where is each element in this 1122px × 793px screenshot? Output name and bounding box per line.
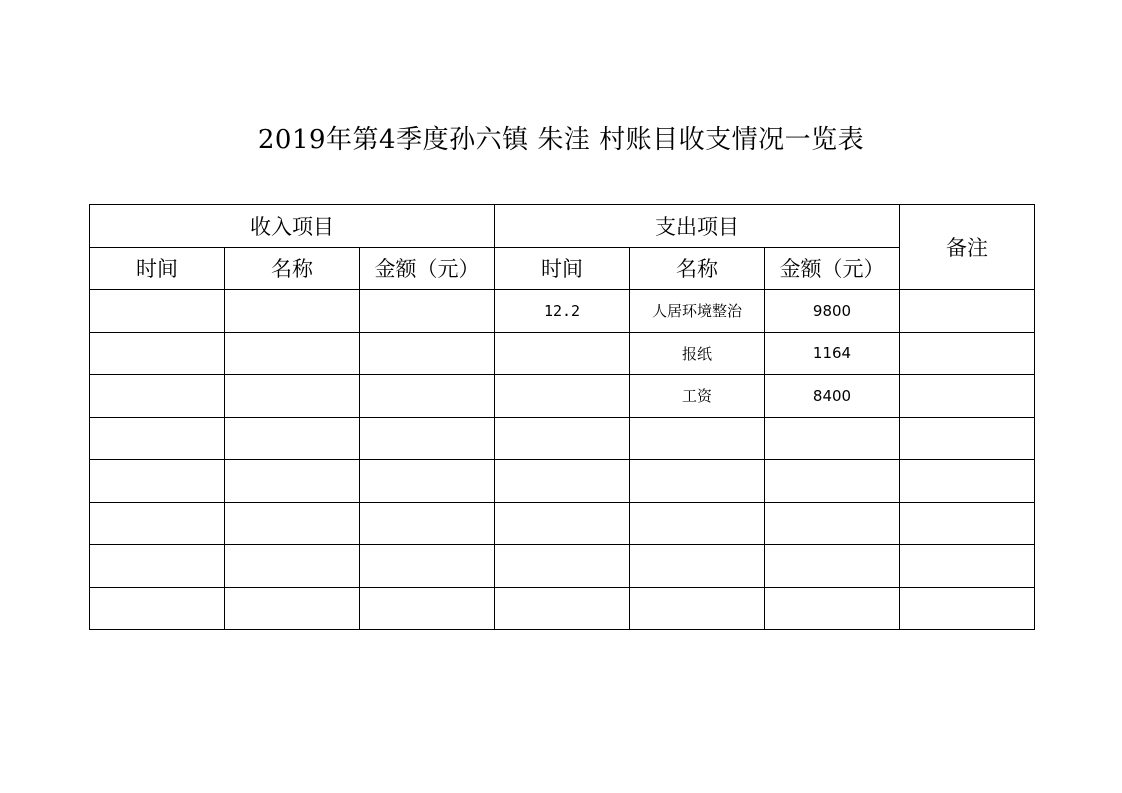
expense-time-cell <box>495 587 630 630</box>
table-row <box>90 375 1035 418</box>
income-name-cell <box>225 290 360 333</box>
document-title: 2019年第4季度孙六镇 朱洼 村账目收支情况一览表 <box>257 125 865 155</box>
income-name-header: 名称 <box>225 247 360 290</box>
remark-cell <box>900 332 1035 375</box>
table-row <box>90 460 1035 503</box>
expense-name-cell <box>630 587 765 630</box>
expense-name-cell <box>630 545 765 588</box>
expense-amount-cell <box>765 587 900 630</box>
expense-name-cell: 人居环境整治 <box>630 290 765 333</box>
expense-name-cell: 报纸 <box>630 332 765 375</box>
table-row <box>90 332 1035 375</box>
expense-amount-cell <box>765 417 900 460</box>
income-time-cell <box>90 332 225 375</box>
expense-amount-cell <box>765 460 900 503</box>
income-name-cell <box>225 587 360 630</box>
income-time-cell <box>90 417 225 460</box>
remark-cell <box>900 502 1035 545</box>
table-row <box>90 502 1035 545</box>
income-amount-cell <box>360 375 495 418</box>
remarks-header: 备注 <box>900 205 1035 290</box>
column-header-row <box>90 247 1035 290</box>
expense-amount-header: 金额（元） <box>765 247 900 290</box>
income-group-header: 收入项目 <box>90 205 495 248</box>
table-row <box>90 545 1035 588</box>
expense-name-header: 名称 <box>630 247 765 290</box>
income-name-cell <box>225 502 360 545</box>
income-time-cell <box>90 460 225 503</box>
remark-cell <box>900 290 1035 333</box>
income-amount-cell <box>360 332 495 375</box>
income-name-cell <box>225 545 360 588</box>
expense-amount-cell <box>765 502 900 545</box>
expense-name-cell <box>630 502 765 545</box>
group-header-row <box>90 205 1035 248</box>
table-row <box>90 417 1035 460</box>
income-time-cell <box>90 587 225 630</box>
table-row <box>90 587 1035 630</box>
remark-cell <box>900 375 1035 418</box>
income-time-cell <box>90 290 225 333</box>
expense-time-cell <box>495 545 630 588</box>
expense-time-cell <box>495 502 630 545</box>
income-amount-cell <box>360 290 495 333</box>
remark-cell <box>900 545 1035 588</box>
table-row <box>90 290 1035 333</box>
income-time-header: 时间 <box>90 247 225 290</box>
expense-name-cell <box>630 417 765 460</box>
income-amount-cell <box>360 587 495 630</box>
income-amount-cell <box>360 545 495 588</box>
expense-amount-cell <box>765 545 900 588</box>
income-time-cell <box>90 375 225 418</box>
income-amount-cell <box>360 460 495 503</box>
income-time-cell <box>90 545 225 588</box>
expense-amount-cell: 1164 <box>765 332 900 375</box>
remark-cell <box>900 587 1035 630</box>
expense-time-cell <box>495 417 630 460</box>
remark-cell <box>900 417 1035 460</box>
income-amount-cell <box>360 502 495 545</box>
ledger-table <box>89 204 1035 630</box>
expense-time-header: 时间 <box>495 247 630 290</box>
expense-amount-cell: 9800 <box>765 290 900 333</box>
income-amount-header: 金额（元） <box>360 247 495 290</box>
expense-time-cell: 12.2 <box>495 290 630 333</box>
expense-name-cell <box>630 460 765 503</box>
income-amount-cell <box>360 417 495 460</box>
remark-cell <box>900 460 1035 503</box>
income-name-cell <box>225 417 360 460</box>
expense-time-cell <box>495 332 630 375</box>
income-name-cell <box>225 332 360 375</box>
expense-amount-cell: 8400 <box>765 375 900 418</box>
expense-time-cell <box>495 375 630 418</box>
ledger-body <box>90 205 1035 630</box>
expense-group-header: 支出项目 <box>495 205 900 248</box>
income-time-cell <box>90 502 225 545</box>
income-name-cell <box>225 375 360 418</box>
expense-name-cell: 工资 <box>630 375 765 418</box>
expense-time-cell <box>495 460 630 503</box>
income-name-cell <box>225 460 360 503</box>
